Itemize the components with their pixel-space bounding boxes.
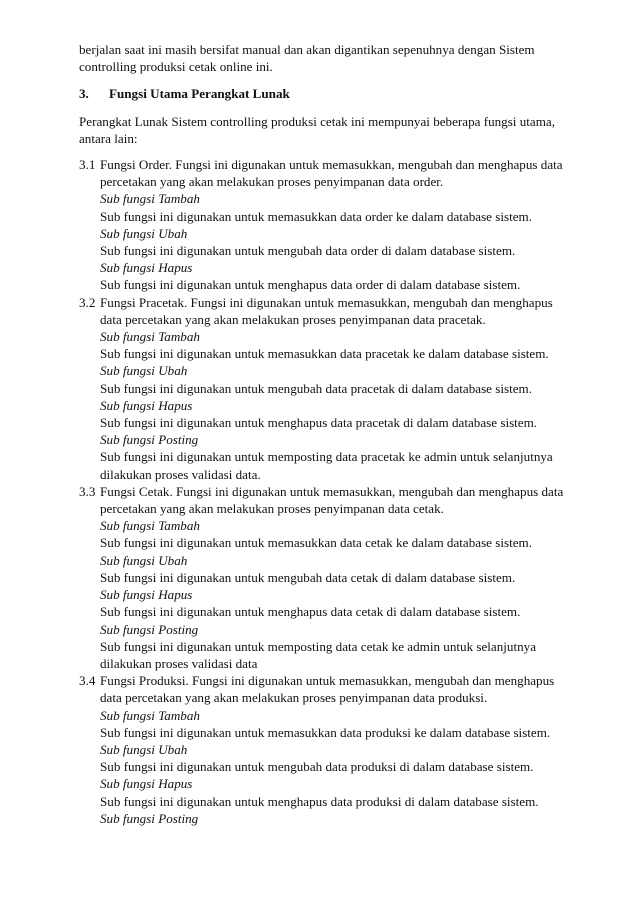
sub-function-title: Sub fungsi Posting xyxy=(100,810,199,826)
sub-function-description: Sub fungsi ini digunakan untuk menghapus data order di dalam database sistem. xyxy=(100,277,521,293)
sub-function-title: Sub fungsi Ubah xyxy=(100,363,188,379)
sub-function-title: Sub fungsi Hapus xyxy=(100,397,193,413)
function-description: Fungsi Order. Fungsi ini digunakan untuk memasukkan, mengubah dan menghapus data percetakan yang akan melakukan proses penyimpanan data order. xyxy=(100,157,563,190)
sub-function-title: Sub fungsi Ubah xyxy=(100,552,188,568)
section-number: 3. xyxy=(79,86,89,102)
function-body xyxy=(100,156,568,294)
function-description: Fungsi Cetak. Fungsi ini digunakan untuk memasukkan, mengubah dan menghapus data percetakan yang akan melakukan proses penyimpanan data cetak. xyxy=(100,483,564,517)
function-item xyxy=(79,156,568,294)
sub-function-description: Sub fungsi ini digunakan untuk menghapus data cetak di dalam database sistem. xyxy=(100,604,521,620)
function-body xyxy=(100,294,568,483)
sub-function-title: Sub fungsi Tambah xyxy=(100,191,200,207)
function-number: 3.3 xyxy=(79,483,96,499)
function-description: Fungsi Pracetak. Fungsi ini digunakan untuk memasukkan, mengubah dan menghapus data percetakan yang akan melakukan proses penyimpanan data pracetak. xyxy=(100,294,553,327)
sub-function-title: Sub fungsi Ubah xyxy=(100,225,188,241)
sub-function-description: Sub fungsi ini digunakan untuk mengubah data pracetak di dalam database sistem. xyxy=(100,380,532,396)
function-item xyxy=(79,672,568,827)
sub-function-title: Sub fungsi Tambah xyxy=(100,329,200,345)
sub-function-description: Sub fungsi ini digunakan untuk memposting data pracetak ke admin untuk selanjutnya dilakukan proses validasi data. xyxy=(100,449,553,482)
function-body xyxy=(100,672,568,827)
section-heading xyxy=(79,85,568,102)
sub-function-description: Sub fungsi ini digunakan untuk menghapus data produksi di dalam database sistem. xyxy=(100,793,539,809)
sub-function-title: Sub fungsi Ubah xyxy=(100,741,188,757)
function-number: 3.4 xyxy=(79,673,96,689)
sub-function-title: Sub fungsi Posting xyxy=(100,621,199,637)
sub-function-description: Sub fungsi ini digunakan untuk memasukkan data produksi ke dalam database sistem. xyxy=(100,724,551,740)
sub-function-title: Sub fungsi Tambah xyxy=(100,707,200,723)
sub-function-description: Sub fungsi ini digunakan untuk memasukkan data order ke dalam database sistem. xyxy=(100,208,532,224)
sub-function-title: Sub fungsi Hapus xyxy=(100,260,193,276)
intro-paragraph: berjalan saat ini masih bersifat manual dan akan digantikan sepenuhnya dengan Sistem controlling produksi cetak online ini. xyxy=(79,42,535,75)
function-number: 3.2 xyxy=(79,294,96,310)
sub-function-description: Sub fungsi ini digunakan untuk memasukkan data cetak ke dalam database sistem. xyxy=(100,535,532,551)
sub-function-description: Sub fungsi ini digunakan untuk mengubah data order di dalam database sistem. xyxy=(100,243,516,259)
sub-function-description: Sub fungsi ini digunakan untuk mengubah data cetak di dalam database sistem. xyxy=(100,569,516,585)
sub-function-title: Sub fungsi Posting xyxy=(100,432,199,448)
sub-function-description: Sub fungsi ini digunakan untuk menghapus data pracetak di dalam database sistem. xyxy=(100,415,538,431)
function-list xyxy=(79,156,568,827)
sub-function-title: Sub fungsi Hapus xyxy=(100,776,193,792)
sub-function-title: Sub fungsi Tambah xyxy=(100,518,200,534)
function-body xyxy=(100,483,568,672)
sub-function-title: Sub fungsi Hapus xyxy=(100,587,193,603)
sub-function-description: Sub fungsi ini digunakan untuk memposting data cetak ke admin untuk selanjutnya dilakukan proses validasi data xyxy=(100,638,537,671)
section-paragraph: Perangkat Lunak Sistem controlling produksi cetak ini mempunyai beberapa fungsi utama, antara lain: xyxy=(79,113,555,146)
function-number: 3.1 xyxy=(79,157,96,173)
function-item xyxy=(79,483,568,672)
function-item xyxy=(79,294,568,483)
section-title: Fungsi Utama Perangkat Lunak xyxy=(109,86,290,102)
sub-function-description: Sub fungsi ini digunakan untuk mengubah data produksi di dalam database sistem. xyxy=(100,759,534,775)
function-description: Fungsi Produksi. Fungsi ini digunakan untuk memasukkan, mengubah dan menghapus data percetakan yang akan melakukan proses penyimpanan data produksi. xyxy=(100,673,555,706)
sub-function-description: Sub fungsi ini digunakan untuk memasukkan data pracetak ke dalam database sistem. xyxy=(100,346,549,362)
